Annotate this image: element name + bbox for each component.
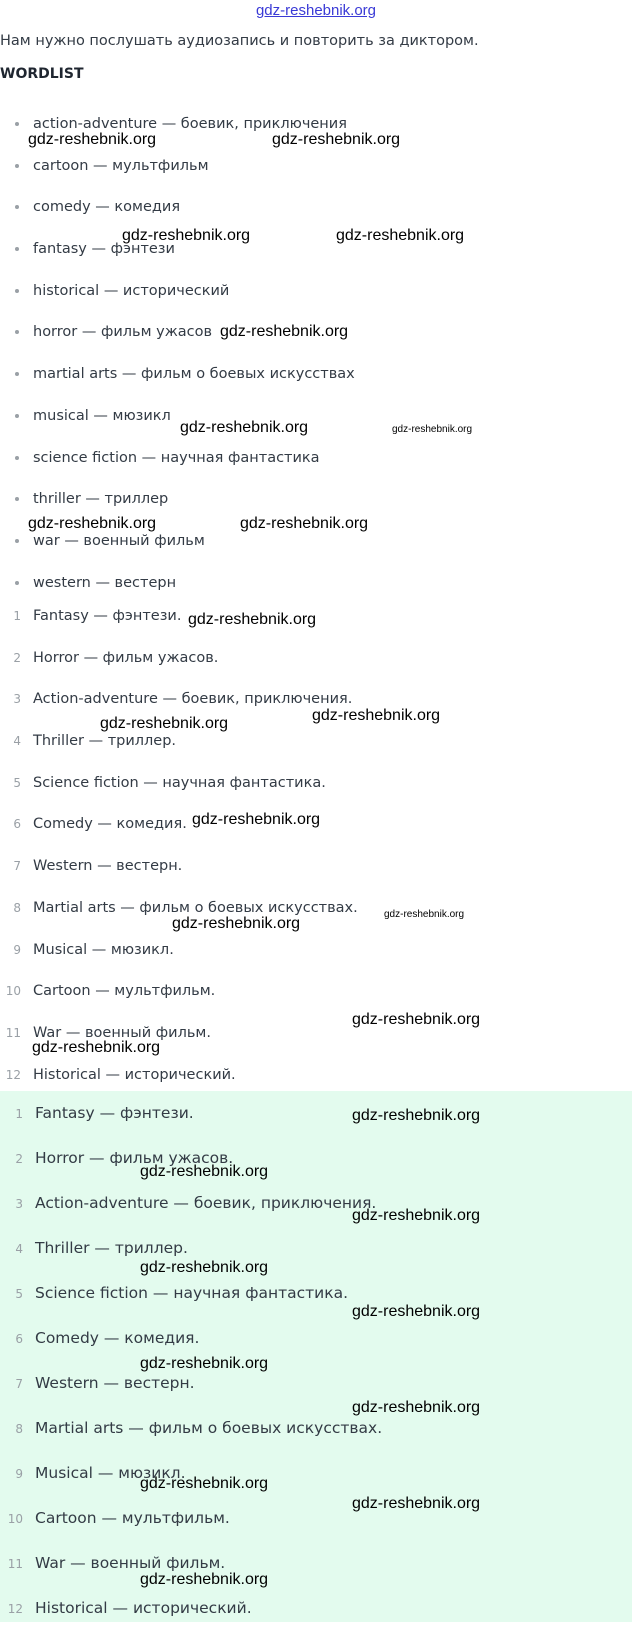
list-item [0, 1553, 632, 1598]
item-number: 3 [15, 1197, 23, 1211]
watermark: gdz-reshebnik.org [352, 1207, 481, 1224]
watermark: gdz-reshebnik.org [172, 915, 301, 932]
watermark: gdz-reshebnik.org [122, 227, 251, 244]
item-text: Cartoon — мультфильм. [33, 983, 216, 1000]
item-number: 5 [13, 775, 21, 790]
site-link[interactable]: gdz-reshebnik.org [255, 2, 377, 19]
item-text: Cartoon — мультфильм. [35, 1509, 230, 1527]
list-item [0, 1463, 632, 1508]
item-number: 7 [13, 859, 21, 874]
watermark: gdz-reshebnik.org [140, 1163, 269, 1180]
list-item [0, 1418, 632, 1463]
watermark: gdz-reshebnik.org [28, 515, 157, 532]
item-text: Horror — фильм ужасов. [33, 649, 219, 666]
item-text: Historical — исторический. [33, 1066, 236, 1083]
item-number: 1 [15, 1107, 23, 1121]
watermark: gdz-reshebnik.org [32, 1039, 161, 1056]
item-text: Action-adventure — боевик, приключения. [33, 691, 353, 708]
item-number: 12 [5, 1067, 21, 1082]
item-text: Fantasy — фэнтези. [35, 1104, 194, 1122]
list-item [0, 1148, 632, 1193]
item-number: 10 [5, 984, 21, 999]
watermark: gdz-reshebnik.org [352, 1495, 481, 1512]
exercise-list [0, 606, 632, 1106]
item-number: 3 [13, 692, 21, 707]
item-number: 7 [15, 1377, 23, 1391]
item-number: 9 [13, 942, 21, 957]
item-text: Musical — мюзикл. [33, 941, 174, 958]
item-number: 11 [5, 1025, 21, 1040]
list-item [0, 1328, 632, 1373]
item-number: 2 [13, 650, 21, 665]
item-text: War — военный фильм. [33, 1024, 211, 1041]
list-item [0, 1508, 632, 1553]
watermark: gdz-reshebnik.org [140, 1571, 269, 1588]
list-item [0, 856, 632, 898]
item-text: Historical — исторический. [35, 1599, 252, 1617]
watermark: gdz-reshebnik.org [272, 131, 401, 148]
item-text: Martial arts — фильм о боевых искусствах. [35, 1419, 383, 1437]
list-item: fantasy — фэнтези [0, 239, 632, 281]
watermark: gdz-reshebnik.org [352, 1107, 481, 1124]
list-item: cartoon — мультфильм [0, 156, 632, 198]
list-item: musical — мюзикл [0, 406, 632, 448]
list-item: science fiction — научная фантастика [0, 448, 632, 490]
watermark: gdz-reshebnik.org [220, 323, 349, 340]
watermark: gdz-reshebnik.org [140, 1355, 269, 1372]
item-number: 8 [15, 1422, 23, 1436]
list-item [0, 1373, 632, 1418]
bullet-icon [15, 581, 19, 585]
bullet-icon [15, 372, 19, 376]
answer-panel [0, 1091, 632, 1622]
watermark: gdz-reshebnik.org [352, 1399, 481, 1416]
watermark: gdz-reshebnik.org [384, 909, 465, 920]
watermark: gdz-reshebnik.org [392, 424, 473, 435]
item-number: 8 [13, 900, 21, 915]
list-item: thriller — триллер [0, 489, 632, 531]
item-text: War — военный фильм. [35, 1554, 226, 1572]
list-item: historical — исторический [0, 281, 632, 323]
list-item [0, 898, 632, 940]
item-text: Horror — фильм ужасов. [35, 1149, 234, 1167]
bullet-icon [15, 289, 19, 293]
list-item [0, 648, 632, 690]
list-item [0, 1283, 632, 1328]
item-number: 2 [15, 1152, 23, 1166]
bullet-icon [15, 497, 19, 501]
item-text: Science fiction — научная фантастика. [33, 774, 326, 791]
item-number: 12 [7, 1602, 23, 1616]
wordlist [0, 114, 632, 614]
item-text: Action-adventure — боевик, приключения. [35, 1194, 377, 1212]
item-number: 4 [13, 734, 21, 749]
item-text: Comedy — комедия. [33, 816, 187, 833]
bullet-icon [15, 122, 19, 126]
bullet-icon [15, 539, 19, 543]
item-text: Musical — мюзикл. [35, 1464, 186, 1482]
item-text: Fantasy — фэнтези. [33, 608, 182, 624]
watermark: gdz-reshebnik.org [140, 1259, 269, 1276]
bullet-icon [15, 456, 19, 460]
item-number: 10 [7, 1512, 23, 1526]
item-text: Thriller — триллер. [33, 733, 177, 750]
bullet-icon [15, 414, 19, 418]
list-item: action-adventure — боевик, приключения [0, 114, 632, 156]
item-text: Science fiction — научная фантастика. [35, 1284, 349, 1302]
item-text: Comedy — комедия. [35, 1329, 200, 1347]
list-item [0, 981, 632, 1023]
bullet-icon [15, 205, 19, 209]
item-number: 5 [15, 1287, 23, 1301]
watermark: gdz-reshebnik.org [240, 515, 369, 532]
watermark: gdz-reshebnik.org [28, 131, 157, 148]
item-number: 11 [7, 1557, 23, 1571]
list-item [0, 1193, 632, 1238]
list-item [0, 1238, 632, 1283]
wordlist-title: WORDLIST [0, 66, 84, 82]
list-item [0, 1103, 632, 1148]
item-number: 6 [13, 817, 21, 832]
bullet-icon [15, 247, 19, 251]
watermark: gdz-reshebnik.org [352, 1303, 481, 1320]
bullet-icon [15, 164, 19, 168]
intro-text: Нам нужно послушать аудиозапись и повторить за диктором. [0, 33, 479, 49]
list-item [0, 731, 632, 773]
item-number: 4 [15, 1242, 23, 1256]
watermark: gdz-reshebnik.org [140, 1475, 269, 1492]
list-item [0, 1598, 632, 1643]
item-number: 6 [15, 1332, 23, 1346]
item-text: Western — вестерн. [33, 858, 183, 875]
watermark: gdz-reshebnik.org [188, 611, 317, 628]
list-item: comedy — комедия [0, 197, 632, 239]
item-text: Thriller — триллер. [35, 1239, 188, 1257]
item-number: 9 [15, 1467, 23, 1481]
list-item: horror — фильм ужасов [0, 322, 632, 364]
watermark: gdz-reshebnik.org [192, 811, 321, 828]
answer-list [0, 1103, 632, 1643]
bullet-icon [15, 330, 19, 334]
watermark: gdz-reshebnik.org [180, 419, 309, 436]
item-number: 1 [13, 609, 21, 623]
watermark: gdz-reshebnik.org [100, 715, 229, 732]
list-item [0, 940, 632, 982]
item-text: Martial arts — фильм о боевых искусствах. [33, 899, 358, 916]
list-item: martial arts — фильм о боевых искусствах [0, 364, 632, 406]
watermark: gdz-reshebnik.org [336, 227, 465, 244]
watermark: gdz-reshebnik.org [312, 707, 441, 724]
list-item: western — вестерн [0, 573, 632, 615]
list-item: war — военный фильм [0, 531, 632, 573]
watermark: gdz-reshebnik.org [352, 1011, 481, 1028]
item-text: Western — вестерн. [35, 1374, 195, 1392]
list-item [0, 773, 632, 815]
